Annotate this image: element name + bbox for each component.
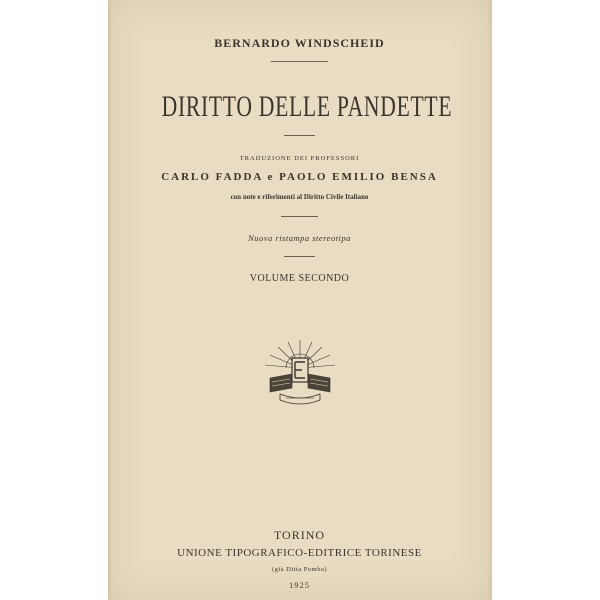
volume-label: VOLUME SECONDO [249,273,350,284]
page-right-edge [489,0,492,600]
publisher-emblem-icon [262,338,338,408]
book-title: DIRITTO DELLE PANDETTE [161,90,453,123]
notes-line: con note e riferimenti al Diritto Civile Italiano [230,193,369,201]
page-left-edge [108,0,111,600]
title-divider [284,135,315,136]
reprint-line: Nuova ristampa stereotipa [248,233,351,243]
imprint-former-name: (già Ditta Pomba) [271,566,328,573]
translators: CARLO FADDA e PAOLO EMILIO BENSA [161,171,438,183]
reprint-divider [284,256,315,257]
imprint-city: TORINO [273,528,326,542]
notes-divider [281,216,318,217]
imprint-publisher: UNIONE TIPOGRAFICO-EDITRICE TORINESE [177,547,422,559]
author-divider [271,61,328,62]
author-name: BERNARDO WINDSCHEID [214,36,385,50]
title-page [108,0,491,600]
imprint-year: 1925 [289,580,310,590]
translation-line: TRADUZIONE DEI PROFESSORI [239,155,360,162]
